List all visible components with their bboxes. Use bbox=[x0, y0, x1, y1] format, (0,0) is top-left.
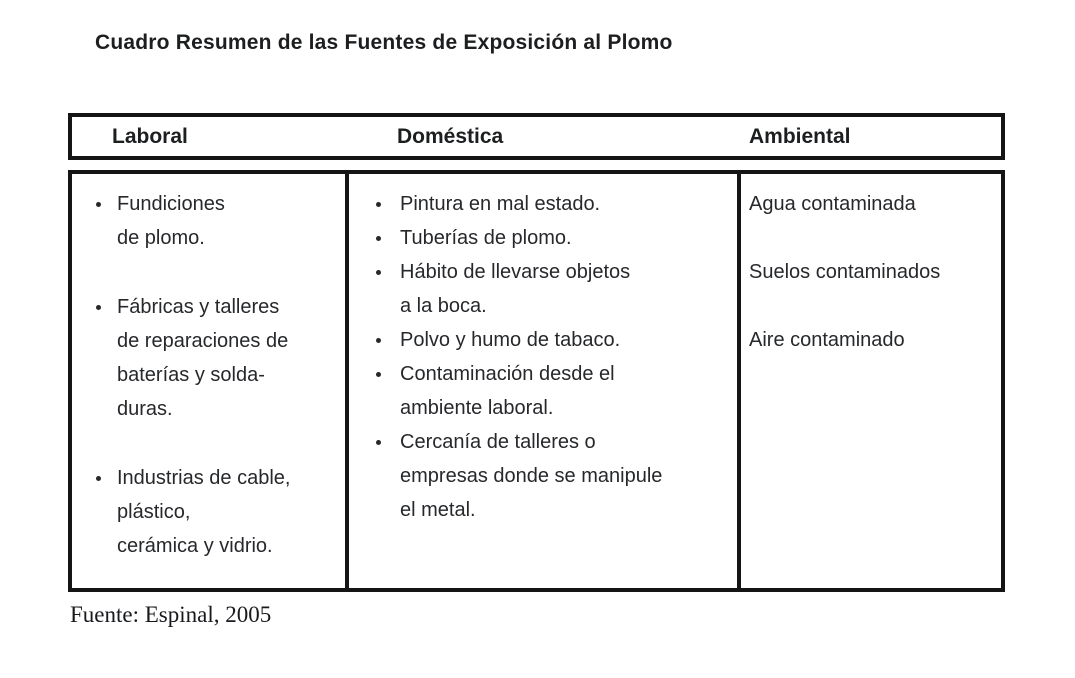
bullet-icon bbox=[95, 461, 117, 495]
item-list bbox=[375, 187, 731, 527]
item-text: Fundiciones de plomo. bbox=[117, 193, 225, 249]
item-text: Suelos contaminados bbox=[749, 261, 941, 283]
item-text: Fábricas y talleres de reparaciones de baterías y solda- duras. bbox=[117, 296, 289, 420]
list-item bbox=[375, 357, 731, 425]
bullet-icon bbox=[375, 187, 400, 221]
list-item bbox=[95, 187, 337, 255]
bullet-icon bbox=[375, 255, 400, 289]
list-item bbox=[375, 323, 731, 357]
column-domestica bbox=[349, 174, 741, 588]
column-ambiental bbox=[741, 174, 1001, 588]
table-body bbox=[68, 170, 1005, 592]
list-item bbox=[749, 187, 997, 221]
column-laboral bbox=[72, 174, 349, 588]
item-text: Tuberías de plomo. bbox=[400, 227, 572, 249]
column-header-domestica: Doméstica bbox=[397, 124, 504, 148]
item-text: Polvo y humo de tabaco. bbox=[400, 329, 621, 351]
source-citation: Fuente: Espinal, 2005 bbox=[70, 602, 272, 627]
list-item bbox=[749, 255, 997, 289]
item-text: Contaminación desde el ambiente laboral. bbox=[400, 363, 615, 419]
column-header-laboral: Laboral bbox=[112, 124, 188, 148]
bullet-icon bbox=[375, 425, 400, 459]
column-header-ambiental: Ambiental bbox=[749, 124, 851, 148]
list-item bbox=[95, 290, 337, 426]
page-title: Cuadro Resumen de las Fuentes de Exposición al Plomo bbox=[95, 31, 673, 54]
list-item bbox=[749, 323, 997, 357]
item-text: Cercanía de talleres o empresas donde se manipule el metal. bbox=[400, 431, 663, 521]
bullet-icon bbox=[375, 323, 400, 357]
bullet-icon bbox=[95, 290, 117, 324]
item-list bbox=[749, 187, 997, 357]
list-item bbox=[375, 255, 731, 323]
list-item bbox=[375, 221, 731, 255]
item-text: Hábito de llevarse objetos a la boca. bbox=[400, 261, 631, 317]
item-text: Agua contaminada bbox=[749, 193, 916, 215]
item-text: Industrias de cable, plástico, cerámica y vidrio. bbox=[117, 467, 291, 557]
bullet-icon bbox=[375, 357, 400, 391]
list-item bbox=[375, 187, 731, 221]
list-item bbox=[375, 425, 731, 527]
bullet-icon bbox=[375, 221, 400, 255]
item-text: Pintura en mal estado. bbox=[400, 193, 601, 215]
bullet-icon bbox=[95, 187, 117, 221]
list-item bbox=[95, 461, 337, 563]
item-text: Aire contaminado bbox=[749, 329, 905, 351]
table-header-row bbox=[68, 113, 1005, 160]
item-list bbox=[95, 187, 337, 563]
